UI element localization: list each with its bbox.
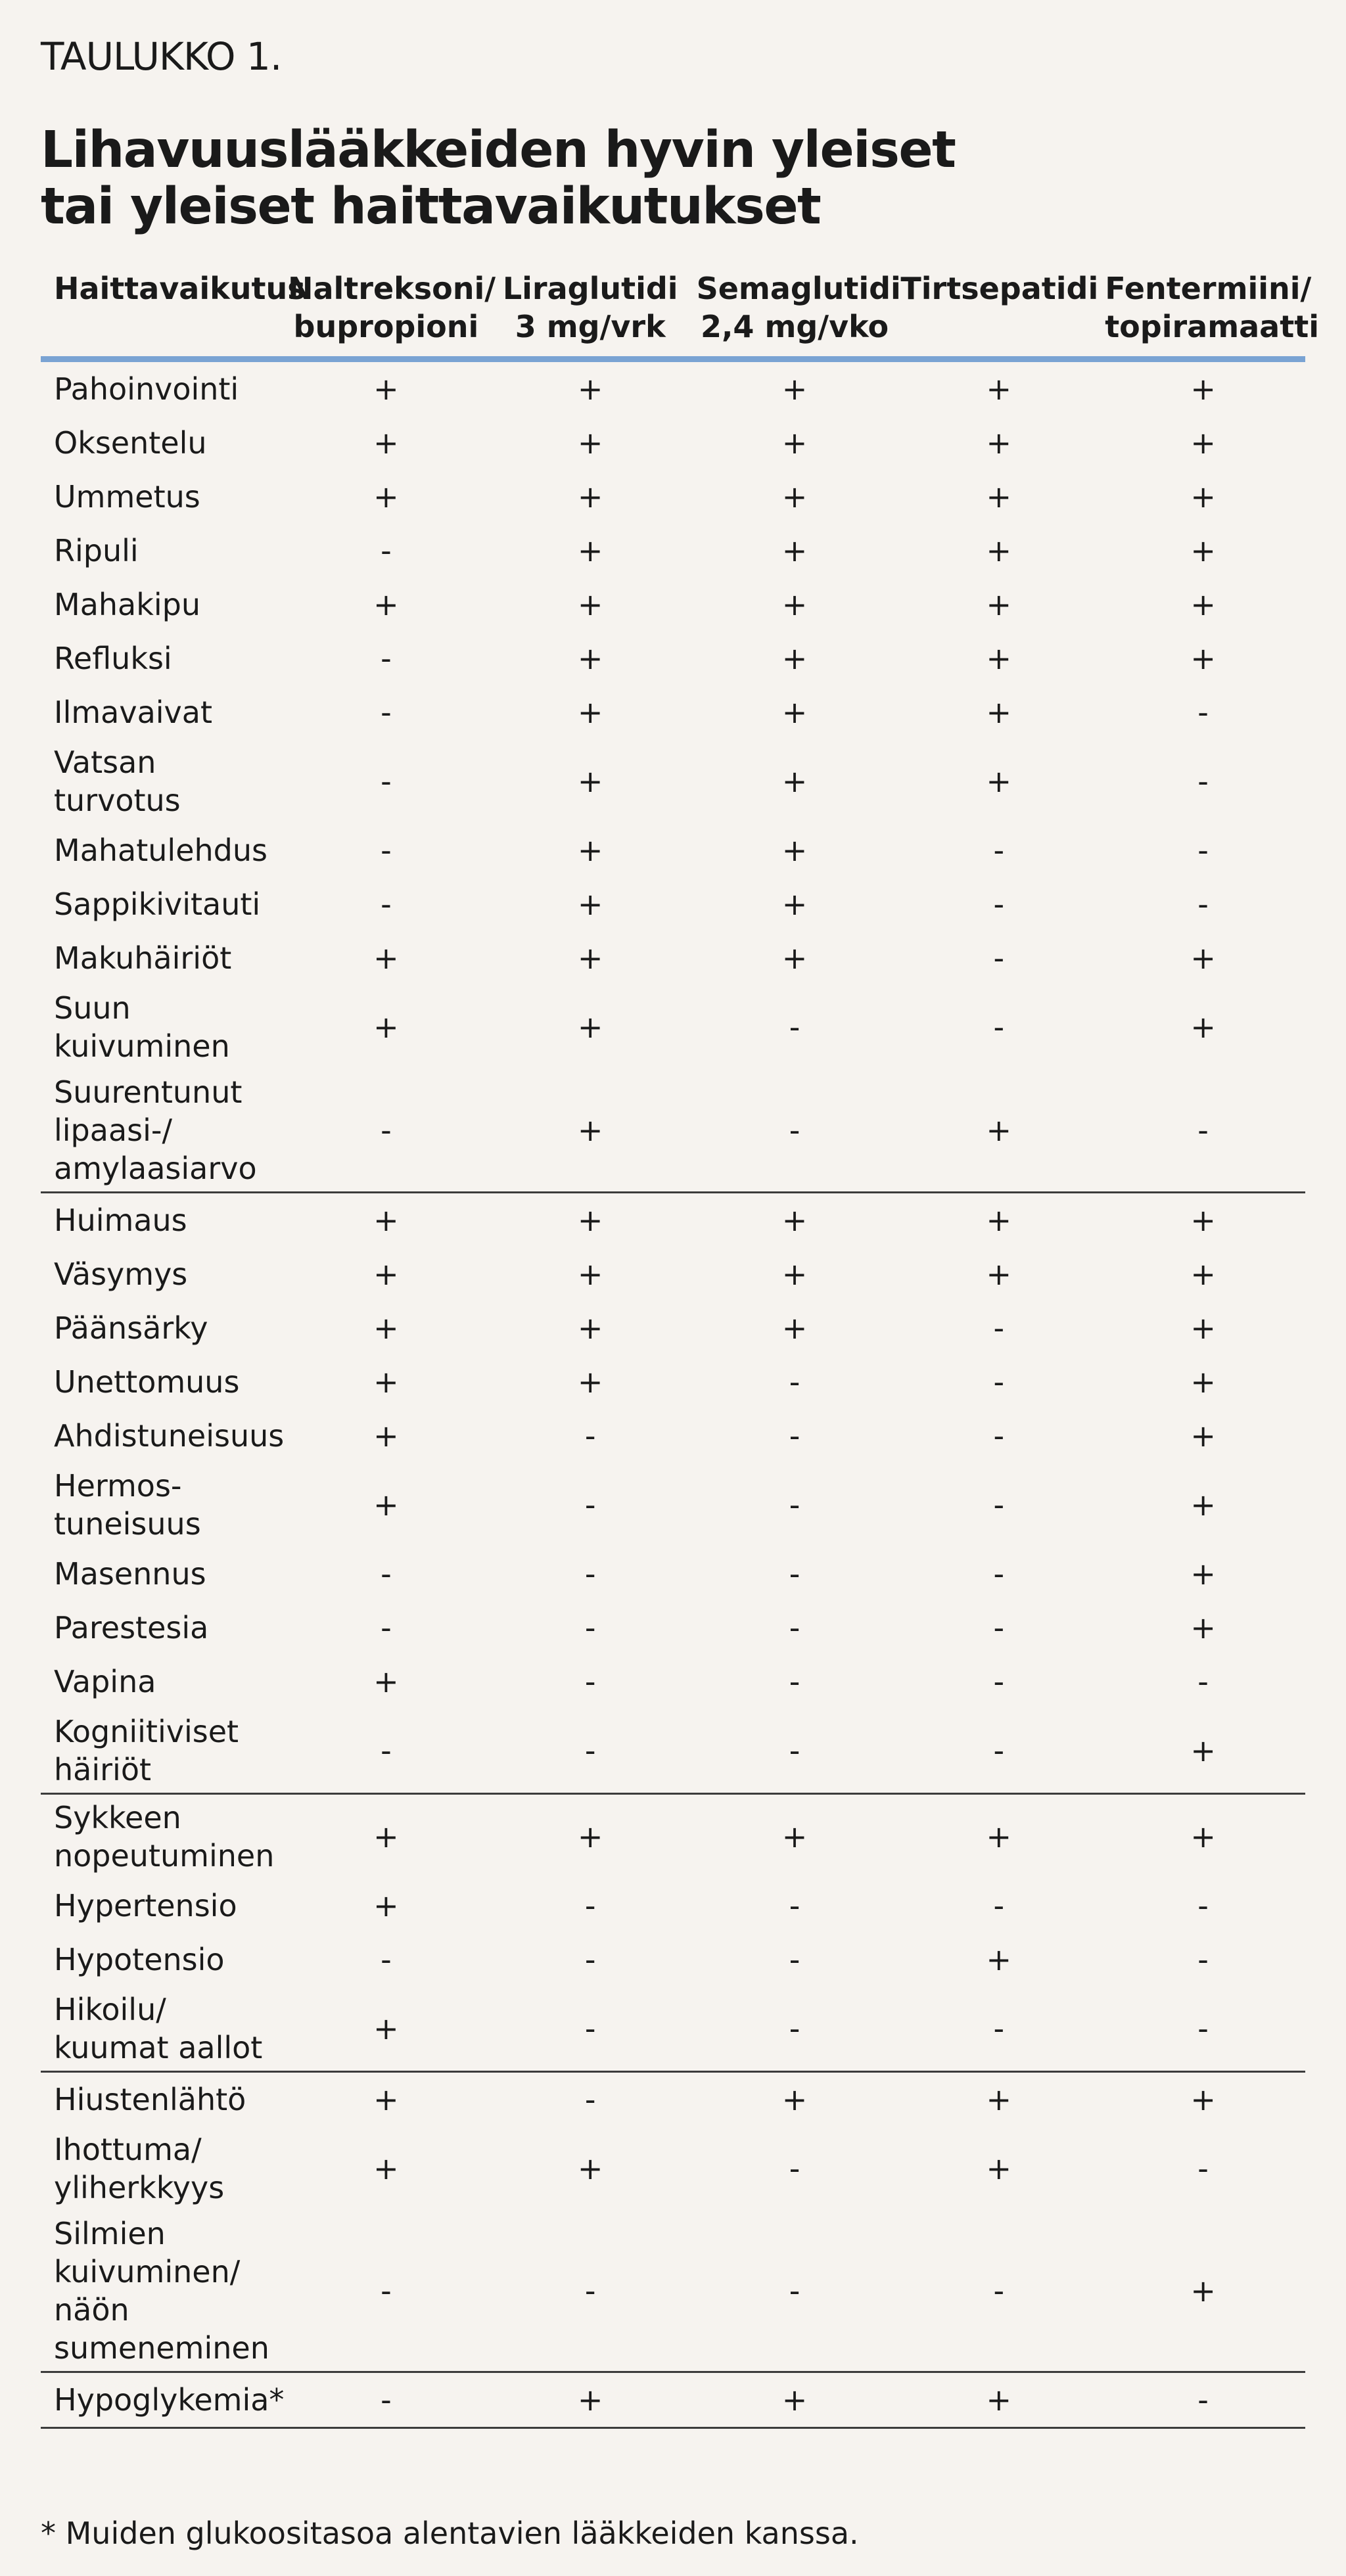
effect-name: Mahakipu (54, 587, 200, 622)
effect-name: Makuhäiriöt (54, 940, 232, 976)
table-row (41, 1709, 1305, 1794)
table-row (41, 1547, 1305, 1601)
effect-value: - (789, 1009, 801, 1045)
effect-name: Kogniitiviset häiriöt (41, 1709, 284, 1794)
effect-value: + (781, 1819, 808, 1854)
effect-value: + (781, 1203, 808, 1238)
effect-value: + (1190, 1610, 1216, 1645)
effect-value: + (577, 425, 603, 461)
effect-value: + (1190, 1310, 1216, 1346)
effect-value: + (373, 2082, 399, 2117)
effect-value: - (381, 695, 392, 730)
effect-name: Vapina (54, 1664, 156, 1699)
effect-value: + (1190, 1203, 1216, 1238)
effect-value: + (986, 1819, 1012, 1854)
effect-value: - (1101, 1069, 1305, 1193)
effect-name: Oksentelu (54, 425, 207, 461)
table-row (41, 2127, 1305, 2211)
effect-value: - (1197, 2151, 1209, 2186)
effect-value: + (986, 371, 1012, 407)
effect-value: - (1197, 764, 1209, 799)
effect-name: Ummetus (54, 479, 200, 515)
effect-value: + (577, 1009, 603, 1045)
effect-value: + (986, 2151, 1012, 2186)
effect-value: + (1190, 1009, 1216, 1045)
effect-name: Pahoinvointi (54, 371, 239, 407)
effect-value: + (373, 1256, 399, 1292)
effect-value: + (577, 940, 603, 976)
effect-name: Silmien kuivuminen/ näön sumeneminen (41, 2211, 284, 2372)
effect-value: + (896, 1069, 1101, 1193)
effect-value: + (373, 1009, 399, 1045)
effect-value: + (577, 641, 603, 676)
effect-value: - (1101, 2372, 1305, 2428)
title-line-2: tai yleiset haittavaikutukset (41, 177, 821, 236)
effect-value: + (1190, 1418, 1216, 1454)
effect-name: Ihottuma/ yliherkkyys (54, 2132, 225, 2205)
effect-value: + (1190, 371, 1216, 407)
effect-value: + (577, 1819, 603, 1854)
effect-value: + (577, 2151, 603, 2186)
table-header (41, 262, 1319, 359)
effect-value: + (373, 371, 399, 407)
effect-value: + (781, 695, 808, 730)
effect-value: - (284, 1709, 488, 1794)
effect-value: - (789, 2151, 801, 2186)
effect-value: - (993, 1418, 1005, 1454)
effect-value: + (986, 533, 1012, 568)
table-row (41, 416, 1305, 470)
effect-value: - (789, 1364, 801, 1400)
header-row (41, 262, 1305, 359)
effect-value: + (781, 587, 808, 622)
table-row (41, 1601, 1305, 1655)
effect-value: + (373, 1203, 399, 1238)
table-row (41, 470, 1305, 524)
table-row (41, 985, 1305, 1069)
effect-value: + (1101, 2211, 1305, 2372)
effect-value: + (373, 1364, 399, 1400)
effect-value: + (781, 479, 808, 515)
effect-value: - (789, 1942, 801, 1977)
effect-value: + (488, 2372, 693, 2428)
effect-value: + (373, 425, 399, 461)
table-row (41, 1879, 1305, 1933)
effect-name: Hypertensio (54, 1888, 237, 1923)
table-row (41, 632, 1305, 685)
effect-value: + (1190, 1819, 1216, 1854)
effect-value: - (993, 886, 1005, 922)
effect-name: Hikoilu/ kuumat aallot (41, 1987, 284, 2072)
effect-name: Hypotensio (54, 1942, 225, 1977)
column-header-drug: Liraglutidi 3 mg/vrk (488, 262, 693, 359)
effect-name: Ahdistuneisuus (54, 1418, 285, 1454)
table-row (41, 1987, 1305, 2072)
effect-value: - (993, 940, 1005, 976)
table-row (41, 1409, 1305, 1463)
effect-value: + (781, 764, 808, 799)
effect-name: Hiustenlähtö (54, 2082, 246, 2117)
table-row (41, 359, 1305, 417)
effect-name: Refluksi (54, 641, 172, 676)
table-row (41, 1794, 1305, 1879)
effect-value: - (993, 1009, 1005, 1045)
effect-value: - (1197, 886, 1209, 922)
effect-value: + (1190, 2082, 1216, 2117)
effect-value: + (986, 641, 1012, 676)
effect-value: - (693, 1987, 897, 2072)
effect-value: + (986, 2082, 1012, 2117)
effect-value: + (373, 1418, 399, 1454)
effect-value: + (986, 695, 1012, 730)
effect-value: - (584, 1610, 596, 1645)
effect-value: - (789, 1664, 801, 1699)
column-header-drug: Naltreksoni/ bupropioni (284, 262, 488, 359)
effect-value: + (577, 587, 603, 622)
effect-value: + (1190, 533, 1216, 568)
table-row (41, 1193, 1305, 1248)
effect-value: - (1197, 1664, 1209, 1699)
effect-value: - (284, 2211, 488, 2372)
title-line-1: Lihavuuslääkkeiden hyvin yleiset (41, 121, 956, 179)
table-row (41, 823, 1305, 877)
effect-value: + (781, 2082, 808, 2117)
effect-name: Vatsan turvotus (54, 745, 181, 818)
effect-value: - (1197, 1942, 1209, 1977)
table-body (41, 359, 1305, 2428)
effect-value: - (993, 1364, 1005, 1400)
effect-value: + (986, 1942, 1012, 1977)
effect-value: + (577, 1203, 603, 1238)
effect-value: - (896, 2211, 1101, 2372)
effect-value: + (1190, 1256, 1216, 1292)
effect-value: - (584, 1942, 596, 1977)
effect-value: - (993, 833, 1005, 868)
effect-value: - (789, 1487, 801, 1523)
effect-value: - (1197, 833, 1209, 868)
side-effects-table (41, 262, 1319, 2429)
effect-value: + (781, 833, 808, 868)
effect-value: + (577, 833, 603, 868)
effect-value: + (373, 479, 399, 515)
effect-value: + (781, 886, 808, 922)
effect-value: - (381, 1556, 392, 1592)
effect-value: - (584, 1418, 596, 1454)
effect-value: - (1101, 1987, 1305, 2072)
effect-value: - (584, 1487, 596, 1523)
effect-value: + (986, 587, 1012, 622)
effect-value: - (488, 1987, 693, 2072)
table-row (41, 1069, 1305, 1193)
effect-value: - (789, 1610, 801, 1645)
effect-value: + (373, 1664, 399, 1699)
effect-value: - (284, 1069, 488, 1193)
effect-value: + (1190, 479, 1216, 515)
effect-value: + (1190, 1364, 1216, 1400)
effect-value: + (577, 479, 603, 515)
column-header-drug: Tirtsepatidi (896, 262, 1101, 359)
effect-value: + (1190, 1556, 1216, 1592)
table-row (41, 1463, 1305, 1547)
effect-name: Sappikivitauti (54, 886, 261, 922)
effect-value: - (584, 1664, 596, 1699)
effect-value: - (993, 1888, 1005, 1923)
effect-value: + (781, 533, 808, 568)
effect-value: - (896, 1709, 1101, 1794)
table-row (41, 1655, 1305, 1709)
column-header-effect: Haittavaikutus (41, 262, 284, 359)
effect-name: Päänsärky (54, 1310, 208, 1346)
effect-name: Hypoglykemia* (41, 2372, 284, 2428)
effect-name: Ripuli (54, 533, 139, 568)
column-header-drug: Semaglutidi 2,4 mg/vko (693, 262, 897, 359)
table-row (41, 877, 1305, 931)
effect-name: Suurentunut lipaasi-/ amylaasiarvo (41, 1069, 284, 1193)
effect-value: + (1190, 641, 1216, 676)
effect-value: - (381, 886, 392, 922)
effect-name: Masennus (54, 1556, 206, 1592)
effect-value: + (781, 1310, 808, 1346)
effect-value: + (373, 587, 399, 622)
effect-value: + (986, 479, 1012, 515)
table-row (41, 578, 1305, 632)
effect-value: - (789, 1888, 801, 1923)
table-row (41, 1247, 1305, 1301)
effect-value: - (693, 2211, 897, 2372)
effect-value: + (577, 1310, 603, 1346)
table-row (41, 739, 1305, 823)
table-row (41, 2072, 1305, 2127)
effect-value: + (986, 1203, 1012, 1238)
effect-name: Hermos- tuneisuus (54, 1468, 201, 1542)
table-row (41, 1355, 1305, 1409)
effect-value: - (284, 2372, 488, 2428)
effect-value: + (986, 1256, 1012, 1292)
effect-value: + (1190, 1487, 1216, 1523)
effect-value: + (781, 425, 808, 461)
effect-value: - (693, 1709, 897, 1794)
effect-value: - (993, 1487, 1005, 1523)
effect-value: - (381, 641, 392, 676)
table-row (41, 524, 1305, 578)
effect-value: + (373, 940, 399, 976)
table-row (41, 2372, 1305, 2428)
effect-value: - (381, 533, 392, 568)
effect-value: - (993, 1310, 1005, 1346)
effect-name: Parestesia (54, 1610, 209, 1645)
effect-value: - (993, 1610, 1005, 1645)
table-label: TAULUKKO 1. (41, 34, 282, 79)
effect-value: - (993, 1664, 1005, 1699)
effect-name: Väsymys (54, 1256, 188, 1292)
effect-value: - (1197, 1888, 1209, 1923)
effect-name: Suun kuivuminen (54, 990, 230, 1064)
effect-value: + (986, 764, 1012, 799)
effect-value: + (577, 1256, 603, 1292)
effect-value: + (1190, 425, 1216, 461)
effect-name: Ilmavaivat (54, 695, 212, 730)
effect-value: + (488, 1069, 693, 1193)
effect-value: + (373, 1819, 399, 1854)
effect-value: + (986, 425, 1012, 461)
effect-value: + (577, 371, 603, 407)
effect-value: - (693, 1069, 897, 1193)
effect-value: + (577, 764, 603, 799)
effect-name: Sykkeen nopeutuminen (54, 1800, 275, 1874)
effect-value: + (781, 641, 808, 676)
effect-value: + (896, 2372, 1101, 2428)
effect-value: + (373, 1888, 399, 1923)
effect-value: - (488, 1709, 693, 1794)
effect-value: + (577, 695, 603, 730)
table-row (41, 2211, 1305, 2372)
effect-value: + (781, 940, 808, 976)
effect-value: + (1190, 587, 1216, 622)
table-row (41, 1301, 1305, 1355)
effect-value: + (373, 1487, 399, 1523)
effect-value: + (781, 1256, 808, 1292)
effect-value: - (993, 1556, 1005, 1592)
effect-value: - (789, 1556, 801, 1592)
effect-value: - (381, 833, 392, 868)
effect-value: - (381, 764, 392, 799)
table-title (41, 122, 955, 235)
effect-name: Unettomuus (54, 1364, 240, 1400)
effect-value: - (896, 1987, 1101, 2072)
effect-value: + (693, 2372, 897, 2428)
effect-value: + (373, 1310, 399, 1346)
effect-value: - (381, 1942, 392, 1977)
footnote: * Muiden glukoositasoa alentavien lääkkeiden kanssa. (41, 2516, 859, 2551)
effect-name: Huimaus (54, 1203, 187, 1238)
effect-value: + (577, 533, 603, 568)
effect-value: + (577, 1364, 603, 1400)
effect-value: - (488, 2211, 693, 2372)
effect-value: - (789, 1418, 801, 1454)
effect-value: + (577, 886, 603, 922)
table-row (41, 931, 1305, 985)
effect-value: + (284, 1987, 488, 2072)
effect-value: - (584, 1888, 596, 1923)
effect-value: + (781, 371, 808, 407)
effect-value: + (1101, 1709, 1305, 1794)
effect-value: + (1190, 940, 1216, 976)
effect-value: + (373, 2151, 399, 2186)
effect-value: - (584, 2082, 596, 2117)
effect-value: - (1197, 695, 1209, 730)
table-row (41, 1933, 1305, 1987)
effect-value: - (584, 1556, 596, 1592)
effect-value: - (381, 1610, 392, 1645)
table-row (41, 685, 1305, 739)
column-header-drug: Fentermiini/ topiramaatti (1101, 262, 1305, 359)
effect-name: Mahatulehdus (54, 833, 267, 868)
